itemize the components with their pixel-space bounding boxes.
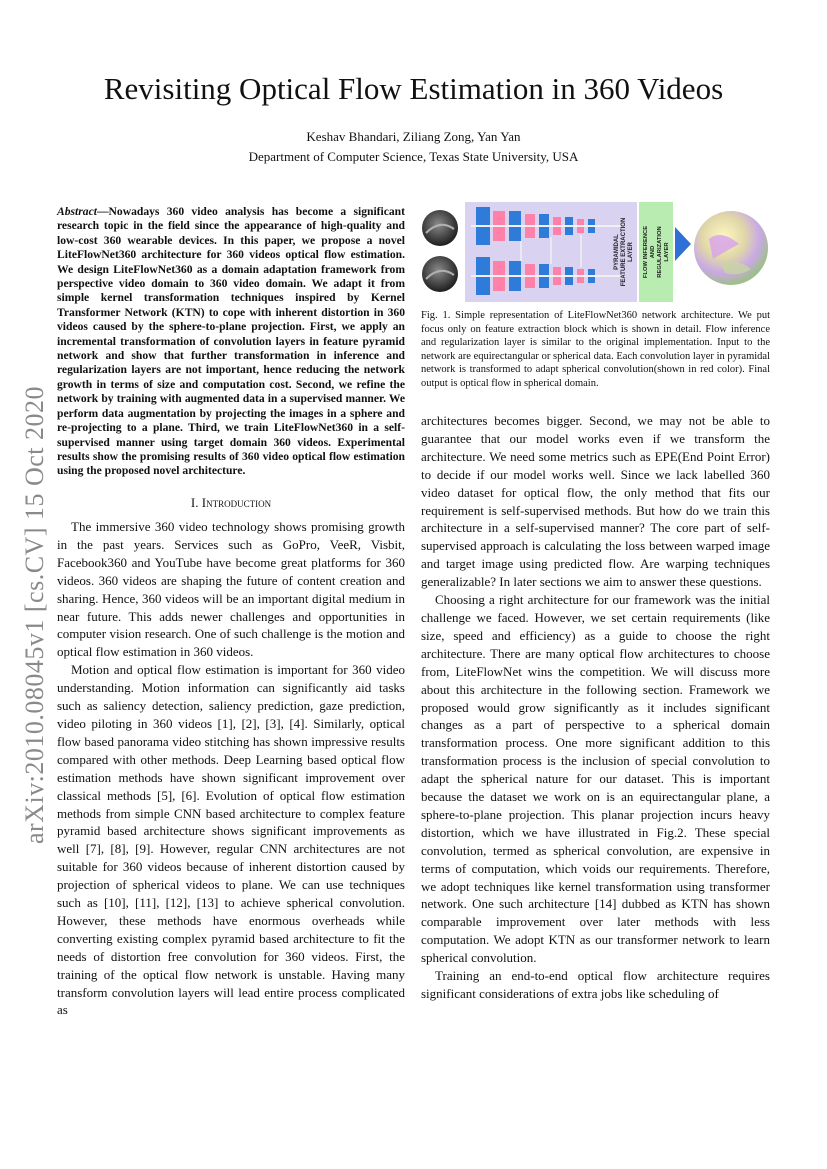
abstract — [57, 205, 405, 479]
paper-title: Revisiting Optical Flow Estimation in 360 Videos — [103, 71, 724, 106]
affiliation: Department of Computer Science, Texas State University, USA — [248, 149, 579, 164]
figure-1 — [421, 199, 770, 305]
svg-text:LAYER: LAYER — [628, 242, 634, 262]
intro-paragraph: architectures becomes bigger. Second, we may not be able to guarantee that our model works even if we transform the architecture. We need some metrics such as EPE(End Point Error) to decide if our model works well. Since we lack labelled 360 video dataset for optical flow, the only method that fits our requirement is self-supervised methods. But how do we train this architecture in a self-supervised manner? The core part of self-supervised approach is calculating the loss between warped image and target image using predicted flow. Are warping techniques generalizable? In later sections we aim to answer these questions. — [421, 413, 770, 590]
intro-left-column — [57, 518, 405, 1019]
output-arrow — [675, 227, 691, 261]
section-heading — [57, 494, 405, 511]
abstract-label: Abstract — [57, 205, 97, 218]
svg-text:PYRAMIDAL: PYRAMIDAL — [614, 234, 620, 270]
svg-text:AND: AND — [650, 245, 656, 259]
abstract-text: —Nowadays 360 video analysis has become a significant research topic in the field since the appearance of high-quality and low-cost 360 wearable devices. In this paper, we propose a novel LiteFlowNet360 architecture for 360 videos optical flow estimation. We design LiteFlowNet360 as a domain adaptation framework from perspective video domain to 360 video domain. We adapt it from simple kernel transformation techniques inspired by Kernel Transformer Network (KTN) to cope with inherent distortion in 360 videos caused by the sphere-to-plane projection. First, we apply an incremental transformation of convolution layers in feature pyramid network and show that further transformation in inference and regularization layers are not important, hence reducing the network growth in terms of size and computation cost. Second, we refine the network by training with augmented data in a supervised manner. We perform data augmentation by projecting the images in a sphere and re-projecting to a plane. Third, we train LiteFlowNet360 in a self-supervised manner using target domain 360 videos. Experimental results show the promising results of 360 video optical flow estimation using the proposed novel architecture. — [57, 205, 405, 478]
intro-paragraph: Choosing a right architecture for our framework was the initial challenge we faced. However, we set certain requirements (like size, speed and efficiency) as a guide to choose the right architecture. There are many optical flow architectures to choose from, LiteFlowNet wins the competition. We will discuss more about this architecture in the following section. Framework we proposed would grow significantly as it includes significant changes as a part of perspective to a spherical domain transformation process. One more significant addition to this transformation process is the inclusion of special convolution to adapt the spherical nature for our dataset. This is important because the dataset we work on is an equirectangular plane, a sphere-to-plane projection. This planar projection incurs heavy distortion, which we have illustrated in Fig.2. These special convolution, termed as spherical convolution, are expensive in terms of computation, which voids our requirements. Therefore, we adopt techniques like kernel transformation using transformer network. One such architecture [14] dubbed as KTN has shown comparable improvement over later methods with less computation. We adopt KTN as our transformer network to learn spherical convolution. — [421, 592, 770, 966]
svg-text:REGULARIZATION: REGULARIZATION — [657, 226, 663, 278]
svg-text:LAYER: LAYER — [664, 242, 670, 262]
figure-1-caption: Fig. 1. Simple representation of LiteFlowNet360 network architecture. We put focus only on feature extraction block which is shown in detail. Flow inference and regularization layer is similar to the original implementation. Input to the network are equirectangular or spherical data. Each convolution layer in pyramidal network is transformed to adapt spherical convolution(shown in red color). Final output is optical flow in spherical domain. — [421, 310, 770, 389]
section-title: Introduction — [201, 495, 272, 510]
intro-paragraph: The immersive 360 video technology shows promising growth in the past years. Services such as GoPro, VeeR, Visbit, Facebook360 and YouTube have become great platforms for 360 videos. 360 videos are shaping the future of content creation and sharing. Hence, 360 videos will be an important digital medium in near future. This adds newer challenges and opportunities in computer vision research. One of such challenge is the motion and optical flow estimation in 360 videos. — [57, 519, 405, 660]
authors: Keshav Bhandari, Ziliang Zong, Yan Yan — [306, 129, 521, 144]
svg-text:FEATURE EXTRACTION: FEATURE EXTRACTION — [621, 217, 627, 287]
arxiv-id: arXiv:2010.08045v1 [cs.CV] 15 Oct 2020 — [20, 385, 49, 845]
arxiv-stamp — [20, 365, 50, 865]
section-number: I. — [190, 495, 202, 510]
intro-right-column — [421, 412, 770, 1003]
svg-text:FLOW INFERENCE: FLOW INFERENCE — [643, 225, 649, 279]
intro-paragraph: Training an end-to-end optical flow architecture requires significant considerations of extra jobs like scheduling of — [421, 968, 770, 1001]
intro-paragraph: Motion and optical flow estimation is important for 360 video understanding. Motion information can significantly aid tasks such as saliency detection, saliency prediction, gaze prediction, video piloting in 360 videos [1], [2], [3], [4]. Similarly, optical flow based panorama video stitching has shown impressive results compared with other methods. Deep Learning based optical flow estimation methods have shown significant improvement over classical methods [5], [6]. Evolution of optical flow estimation methods from simple CNN based architecture to complex feature pyramid based architecture shows significant improvements as well [7], [8], [9]. However, regular CNN architectures are not suitable for 360 videos because of inherent distortion caused by projection of spherical videos to plane. We can use techniques such as [10], [11], [12], [13] to achieve spherical convolution. However, these methods have enormous overheads while converting existing complex pyramid based architecture to fit the needs of distortion free convolution for 360 videos. First, the training of the optical flow network is unstable. Having many transform convolution layers will lead entire process complicated as — [57, 662, 405, 1018]
architecture-diagram — [421, 199, 770, 305]
